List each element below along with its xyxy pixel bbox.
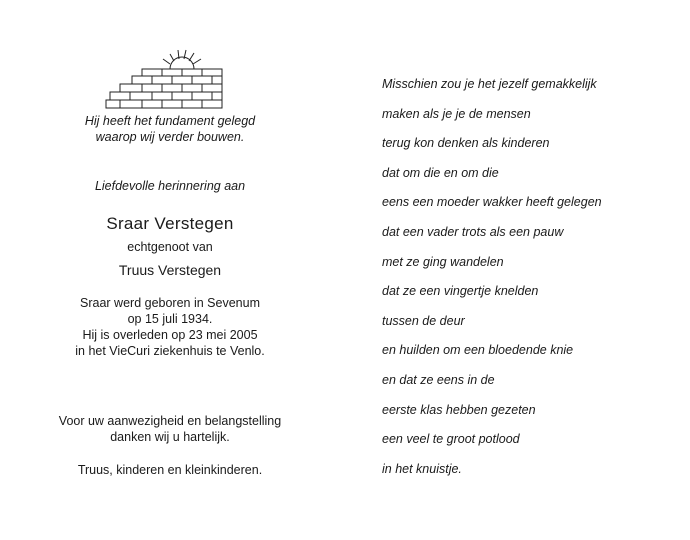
detail-line: Sraar werd geboren in Sevenum: [80, 296, 260, 310]
deceased-name: Sraar Verstegen: [106, 214, 234, 233]
left-panel: [0, 0, 340, 540]
thanks-line: danken wij u hartelijk.: [110, 430, 230, 444]
poem-line: dat om die en om die: [382, 165, 499, 180]
thanks-line: Voor uw aanwezigheid en belangstelling: [58, 414, 282, 428]
poem-line: tussen de deur: [382, 313, 465, 328]
poem-line: en dat ze eens in de: [382, 372, 495, 387]
poem-line: en huilden om een bloedende knie: [382, 343, 574, 358]
poem-line: maken als je je de mensen: [382, 106, 531, 121]
poem-line: in het knuistje.: [382, 461, 462, 476]
poem-line: met ze ging wandelen: [382, 254, 504, 269]
poem-line: Misschien zou je het jezelf gemakkelijk: [382, 77, 597, 91]
poem-line: dat een vader trots als een pauw: [382, 224, 564, 239]
detail-line: op 15 juli 1934.: [127, 312, 213, 326]
poem-line: eens een moeder wakker heeft gelegen: [382, 195, 602, 210]
motto-line: waarop wij verder bouwen.: [95, 130, 245, 144]
poem: [382, 75, 682, 489]
poem-line: een veel te groot potlood: [382, 432, 520, 447]
relation-text: echtgenoot van: [127, 240, 213, 254]
detail-line: in het VieCuri ziekenhuis te Venlo.: [75, 344, 265, 358]
intro-text: Liefdevolle herinnering aan: [94, 179, 246, 193]
motto: [0, 113, 340, 145]
family-signature: Truus, kinderen en kleinkinderen.: [77, 463, 263, 477]
spouse-name: Truus Verstegen: [118, 262, 222, 278]
poem-line: dat ze een vingertje knelden: [382, 284, 539, 299]
poem-line: eerste klas hebben gezeten: [382, 402, 536, 417]
brick-wall-with-rising-sun-icon: [100, 44, 230, 110]
poem-line: terug kon denken als kinderen: [382, 136, 550, 151]
life-details: [0, 295, 340, 359]
thanks-text: [0, 413, 340, 445]
detail-line: Hij is overleden op 23 mei 2005: [82, 328, 258, 342]
motto-line: Hij heeft het fundament gelegd: [84, 114, 256, 128]
